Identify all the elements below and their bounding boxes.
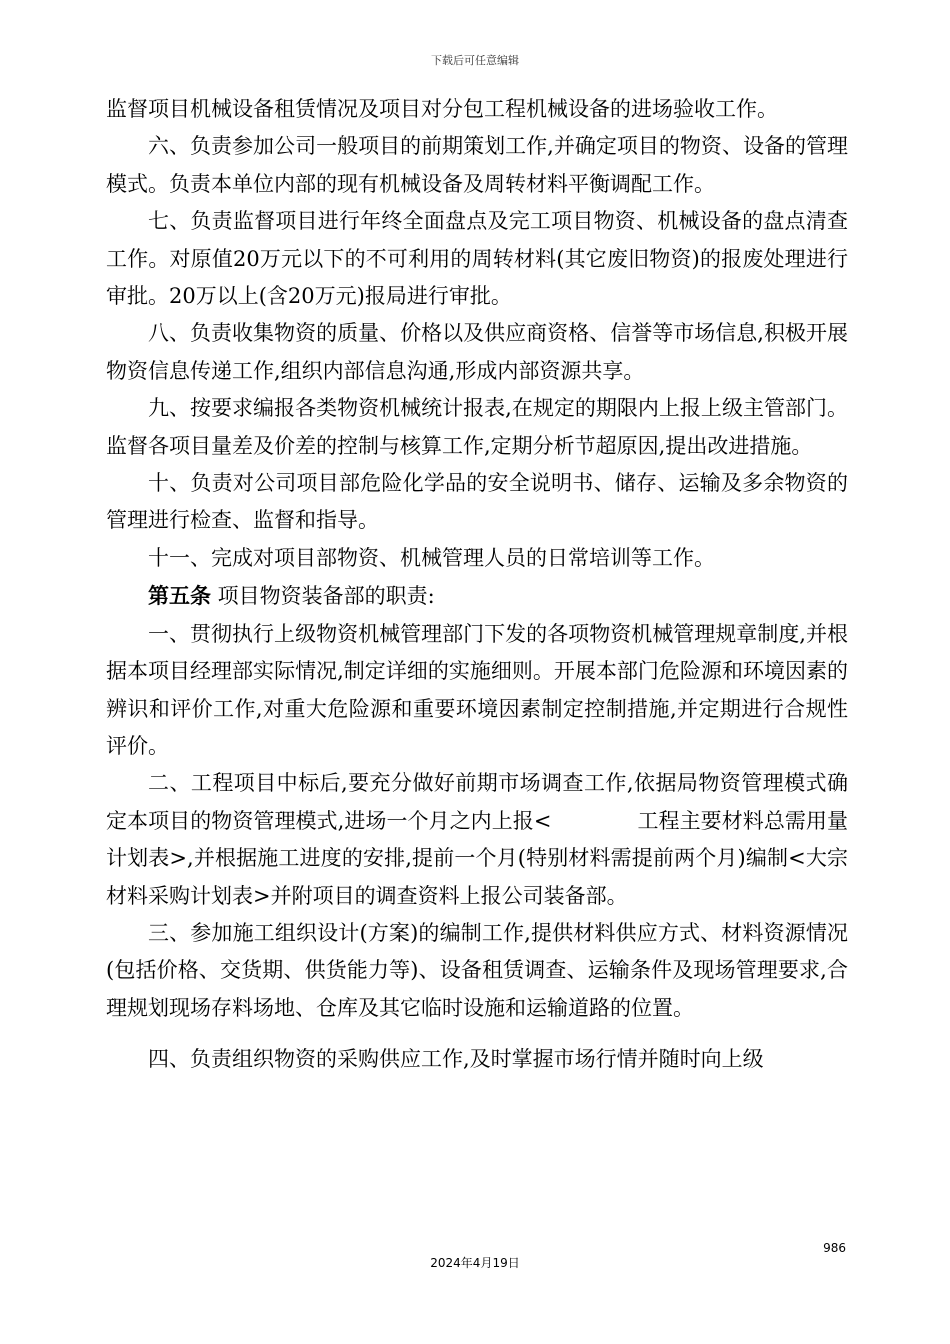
paragraph: 监督项目机械设备租赁情况及项目对分包工程机械设备的进场验收工作。	[106, 97, 778, 121]
article-heading	[106, 577, 848, 615]
paragraph: 十一、完成对项目部物资、机械管理人员的日常培训等工作。	[148, 545, 715, 570]
paragraph: 四、负责组织物资的采购供应工作,及时掌握市场行情并随时向上级	[148, 1047, 764, 1072]
paragraph: 一、贯彻执行上级物资机械管理部门下发的各项物资机械管理规章制度,并根据本项目经理部实际情况,制定详细的实施细则。开展本部门危险源和环境因素的辨识和评价工作,对重大危险源和重要环境因素制定控制措施,并定期进行合规性评价。	[106, 621, 848, 758]
footer-date: 2024年4月19日	[430, 1256, 520, 1270]
paragraph-part: 工程主要材料总需用量计划表>,并根据施工进度的安排,提前一个月(特别材料需提前两个月)编制<大宗材料采购计划表>并附项目的调查资料上报公司装备部。	[106, 808, 848, 908]
page-header: 下载后可任意编辑	[431, 54, 519, 67]
document-body	[106, 91, 848, 1079]
page-number: 986	[823, 1241, 846, 1255]
paragraph: 十、负责对公司项目部危险化学品的安全说明书、储存、运输及多余物资的管理进行检查、监督和指导。	[106, 471, 848, 533]
article-title: 项目物资装备部的职责:	[211, 584, 435, 609]
article-label: 第五条	[148, 583, 211, 609]
paragraph-part: 二、工程项目中标后,要充分做好前期市场调查工作,依据局物资管理模式确定本项目的物资管理模式,进场一个月之内上报<	[106, 771, 848, 833]
paragraph: 八、负责收集物资的质量、价格以及供应商资格、信誉等市场信息,积极开展物资信息传递工作,组织内部信息沟通,形成内部资源共享。	[106, 321, 848, 383]
paragraph: 七、负责监督项目进行年终全面盘点及完工项目物资、机械设备的盘点清查工作。对原值20万元以下的不可利用的周转材料(其它废旧物资)的报废处理进行审批。20万以上(含20万元)报局进行审批。	[106, 209, 848, 309]
paragraph: 六、负责参加公司一般项目的前期策划工作,并确定项目的物资、设备的管理模式。负责本单位内部的现有机械设备及周转材料平衡调配工作。	[106, 134, 848, 196]
paragraph: 九、按要求编报各类物资机械统计报表,在规定的期限内上报上级主管部门。监督各项目量差及价差的控制与核算工作,定期分析节超原因,提出改进措施。	[106, 396, 848, 458]
paragraph	[106, 765, 848, 915]
paragraph: 三、参加施工组织设计(方案)的编制工作,提供材料供应方式、材料资源情况(包括价格、交货期、供货能力等)、设备租赁调查、运输条件及现场管理要求,合理规划现场存料场地、仓库及其它临时设施和运输道路的位置。	[106, 920, 848, 1020]
